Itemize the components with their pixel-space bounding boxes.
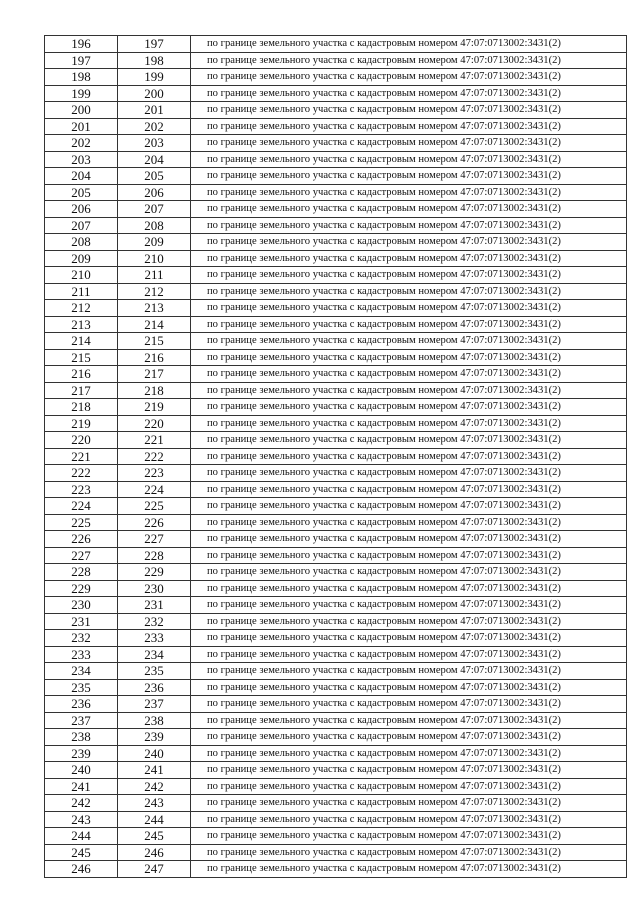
point-to-cell: 245 [118,828,191,845]
table-row [45,118,627,135]
boundary-description-cell: по границе земельного участка с кадастровым номером 47:07:0713002:3431(2) [191,646,627,663]
boundary-description-cell: по границе земельного участка с кадастровым номером 47:07:0713002:3431(2) [191,300,627,317]
boundary-description-cell: по границе земельного участка с кадастровым номером 47:07:0713002:3431(2) [191,745,627,762]
table-row [45,531,627,548]
point-from-cell: 204 [45,168,118,185]
point-from-cell: 245 [45,844,118,861]
table-row [45,630,627,647]
point-to-cell: 228 [118,547,191,564]
point-to-cell: 211 [118,267,191,284]
point-to-cell: 218 [118,382,191,399]
point-to-cell: 223 [118,465,191,482]
table-row [45,300,627,317]
table-row [45,696,627,713]
boundary-description-cell: по границе земельного участка с кадастровым номером 47:07:0713002:3431(2) [191,316,627,333]
point-from-cell: 198 [45,69,118,86]
boundary-description-cell: по границе земельного участка с кадастровым номером 47:07:0713002:3431(2) [191,729,627,746]
table-row [45,283,627,300]
point-to-cell: 208 [118,217,191,234]
boundary-description-cell: по границе земельного участка с кадастровым номером 47:07:0713002:3431(2) [191,151,627,168]
table-row [45,580,627,597]
point-to-cell: 203 [118,135,191,152]
point-to-cell: 235 [118,663,191,680]
table-row [45,234,627,251]
boundary-description-cell: по границе земельного участка с кадастровым номером 47:07:0713002:3431(2) [191,448,627,465]
table-row [45,184,627,201]
point-from-cell: 213 [45,316,118,333]
boundary-description-cell: по границе земельного участка с кадастровым номером 47:07:0713002:3431(2) [191,514,627,531]
point-from-cell: 241 [45,778,118,795]
boundary-description-cell: по границе земельного участка с кадастровым номером 47:07:0713002:3431(2) [191,52,627,69]
table-row [45,102,627,119]
boundary-description-cell: по границе земельного участка с кадастровым номером 47:07:0713002:3431(2) [191,85,627,102]
point-to-cell: 239 [118,729,191,746]
boundary-description-cell: по границе земельного участка с кадастровым номером 47:07:0713002:3431(2) [191,712,627,729]
point-from-cell: 212 [45,300,118,317]
point-from-cell: 222 [45,465,118,482]
point-from-cell: 196 [45,36,118,53]
point-from-cell: 215 [45,349,118,366]
point-to-cell: 210 [118,250,191,267]
table-row [45,481,627,498]
point-to-cell: 226 [118,514,191,531]
point-to-cell: 215 [118,333,191,350]
point-from-cell: 197 [45,52,118,69]
table-row [45,679,627,696]
point-from-cell: 244 [45,828,118,845]
boundary-description-cell: по границе земельного участка с кадастровым номером 47:07:0713002:3431(2) [191,201,627,218]
boundary-description-cell: по границе земельного участка с кадастровым номером 47:07:0713002:3431(2) [191,795,627,812]
boundary-description-cell: по границе земельного участка с кадастровым номером 47:07:0713002:3431(2) [191,267,627,284]
point-to-cell: 238 [118,712,191,729]
point-to-cell: 204 [118,151,191,168]
boundary-description-cell: по границе земельного участка с кадастровым номером 47:07:0713002:3431(2) [191,366,627,383]
point-to-cell: 212 [118,283,191,300]
point-to-cell: 236 [118,679,191,696]
point-from-cell: 207 [45,217,118,234]
boundary-description-cell: по границе земельного участка с кадастровым номером 47:07:0713002:3431(2) [191,679,627,696]
point-from-cell: 243 [45,811,118,828]
point-to-cell: 225 [118,498,191,515]
boundary-description-cell: по границе земельного участка с кадастровым номером 47:07:0713002:3431(2) [191,762,627,779]
point-from-cell: 229 [45,580,118,597]
point-to-cell: 199 [118,69,191,86]
table-row [45,69,627,86]
table-row [45,366,627,383]
point-from-cell: 224 [45,498,118,515]
point-to-cell: 246 [118,844,191,861]
point-to-cell: 229 [118,564,191,581]
boundary-description-cell: по границе земельного участка с кадастровым номером 47:07:0713002:3431(2) [191,283,627,300]
table-row [45,267,627,284]
boundary-description-cell: по границе земельного участка с кадастровым номером 47:07:0713002:3431(2) [191,234,627,251]
table-row [45,52,627,69]
point-to-cell: 233 [118,630,191,647]
table-row [45,795,627,812]
table-row [45,382,627,399]
point-from-cell: 201 [45,118,118,135]
boundary-description-cell: по границе земельного участка с кадастровым номером 47:07:0713002:3431(2) [191,597,627,614]
table-row [45,861,627,878]
table-row [45,135,627,152]
point-to-cell: 202 [118,118,191,135]
boundary-description-cell: по границе земельного участка с кадастровым номером 47:07:0713002:3431(2) [191,861,627,878]
point-to-cell: 227 [118,531,191,548]
boundary-description-cell: по границе земельного участка с кадастровым номером 47:07:0713002:3431(2) [191,184,627,201]
point-from-cell: 206 [45,201,118,218]
table-row [45,36,627,53]
table-row [45,415,627,432]
boundary-description-cell: по границе земельного участка с кадастровым номером 47:07:0713002:3431(2) [191,382,627,399]
point-to-cell: 201 [118,102,191,119]
table-body [45,36,627,878]
table-row [45,250,627,267]
point-to-cell: 197 [118,36,191,53]
point-from-cell: 217 [45,382,118,399]
point-to-cell: 244 [118,811,191,828]
point-from-cell: 232 [45,630,118,647]
table-row [45,514,627,531]
point-from-cell: 214 [45,333,118,350]
table-row [45,498,627,515]
point-to-cell: 205 [118,168,191,185]
boundary-description-cell: по границе земельного участка с кадастровым номером 47:07:0713002:3431(2) [191,531,627,548]
point-to-cell: 219 [118,399,191,416]
point-from-cell: 210 [45,267,118,284]
boundary-description-cell: по границе земельного участка с кадастровым номером 47:07:0713002:3431(2) [191,580,627,597]
point-from-cell: 236 [45,696,118,713]
boundary-description-cell: по границе земельного участка с кадастровым номером 47:07:0713002:3431(2) [191,69,627,86]
point-to-cell: 232 [118,613,191,630]
table-row [45,745,627,762]
boundary-description-cell: по границе земельного участка с кадастровым номером 47:07:0713002:3431(2) [191,217,627,234]
boundary-table [44,35,627,878]
point-from-cell: 238 [45,729,118,746]
point-to-cell: 234 [118,646,191,663]
table-row [45,217,627,234]
table-row [45,564,627,581]
point-from-cell: 239 [45,745,118,762]
point-to-cell: 214 [118,316,191,333]
point-from-cell: 234 [45,663,118,680]
point-from-cell: 202 [45,135,118,152]
table-row [45,85,627,102]
table-row [45,729,627,746]
point-from-cell: 205 [45,184,118,201]
point-from-cell: 235 [45,679,118,696]
boundary-description-cell: по границе земельного участка с кадастровым номером 47:07:0713002:3431(2) [191,135,627,152]
table-row [45,597,627,614]
boundary-description-cell: по границе земельного участка с кадастровым номером 47:07:0713002:3431(2) [191,250,627,267]
boundary-description-cell: по границе земельного участка с кадастровым номером 47:07:0713002:3431(2) [191,498,627,515]
point-from-cell: 199 [45,85,118,102]
table-row [45,465,627,482]
point-to-cell: 224 [118,481,191,498]
boundary-description-cell: по границе земельного участка с кадастровым номером 47:07:0713002:3431(2) [191,547,627,564]
point-to-cell: 213 [118,300,191,317]
point-from-cell: 223 [45,481,118,498]
point-to-cell: 216 [118,349,191,366]
point-to-cell: 237 [118,696,191,713]
point-from-cell: 216 [45,366,118,383]
point-from-cell: 218 [45,399,118,416]
point-from-cell: 200 [45,102,118,119]
point-to-cell: 207 [118,201,191,218]
boundary-description-cell: по границе земельного участка с кадастровым номером 47:07:0713002:3431(2) [191,349,627,366]
boundary-description-cell: по границе земельного участка с кадастровым номером 47:07:0713002:3431(2) [191,399,627,416]
table-row [45,613,627,630]
boundary-description-cell: по границе земельного участка с кадастровым номером 47:07:0713002:3431(2) [191,36,627,53]
boundary-description-cell: по границе земельного участка с кадастровым номером 47:07:0713002:3431(2) [191,481,627,498]
point-from-cell: 219 [45,415,118,432]
table-row [45,762,627,779]
boundary-description-cell: по границе земельного участка с кадастровым номером 47:07:0713002:3431(2) [191,465,627,482]
point-to-cell: 221 [118,432,191,449]
table-row [45,151,627,168]
point-from-cell: 226 [45,531,118,548]
point-from-cell: 240 [45,762,118,779]
point-to-cell: 206 [118,184,191,201]
table-row [45,828,627,845]
table-row [45,316,627,333]
boundary-description-cell: по границе земельного участка с кадастровым номером 47:07:0713002:3431(2) [191,118,627,135]
point-to-cell: 198 [118,52,191,69]
point-to-cell: 243 [118,795,191,812]
table-row [45,547,627,564]
point-from-cell: 230 [45,597,118,614]
point-from-cell: 220 [45,432,118,449]
point-to-cell: 242 [118,778,191,795]
point-to-cell: 209 [118,234,191,251]
point-from-cell: 242 [45,795,118,812]
point-to-cell: 222 [118,448,191,465]
point-to-cell: 241 [118,762,191,779]
boundary-description-cell: по границе земельного участка с кадастровым номером 47:07:0713002:3431(2) [191,432,627,449]
boundary-description-cell: по границе земельного участка с кадастровым номером 47:07:0713002:3431(2) [191,333,627,350]
table-row [45,712,627,729]
table-row [45,811,627,828]
point-to-cell: 240 [118,745,191,762]
point-from-cell: 203 [45,151,118,168]
boundary-description-cell: по границе земельного участка с кадастровым номером 47:07:0713002:3431(2) [191,630,627,647]
point-to-cell: 230 [118,580,191,597]
table-row [45,201,627,218]
table-row [45,168,627,185]
boundary-description-cell: по границе земельного участка с кадастровым номером 47:07:0713002:3431(2) [191,168,627,185]
point-from-cell: 237 [45,712,118,729]
boundary-description-cell: по границе земельного участка с кадастровым номером 47:07:0713002:3431(2) [191,844,627,861]
point-from-cell: 233 [45,646,118,663]
table-row [45,646,627,663]
boundary-description-cell: по границе земельного участка с кадастровым номером 47:07:0713002:3431(2) [191,102,627,119]
point-from-cell: 211 [45,283,118,300]
table-row [45,663,627,680]
point-from-cell: 221 [45,448,118,465]
boundary-description-cell: по границе земельного участка с кадастровым номером 47:07:0713002:3431(2) [191,778,627,795]
point-to-cell: 247 [118,861,191,878]
boundary-description-cell: по границе земельного участка с кадастровым номером 47:07:0713002:3431(2) [191,828,627,845]
point-to-cell: 217 [118,366,191,383]
point-from-cell: 231 [45,613,118,630]
point-from-cell: 246 [45,861,118,878]
boundary-description-cell: по границе земельного участка с кадастровым номером 47:07:0713002:3431(2) [191,663,627,680]
boundary-description-cell: по границе земельного участка с кадастровым номером 47:07:0713002:3431(2) [191,415,627,432]
point-from-cell: 227 [45,547,118,564]
point-from-cell: 208 [45,234,118,251]
point-from-cell: 209 [45,250,118,267]
point-from-cell: 228 [45,564,118,581]
point-from-cell: 225 [45,514,118,531]
boundary-description-cell: по границе земельного участка с кадастровым номером 47:07:0713002:3431(2) [191,613,627,630]
table-row [45,399,627,416]
table-row [45,349,627,366]
boundary-description-cell: по границе земельного участка с кадастровым номером 47:07:0713002:3431(2) [191,696,627,713]
table-row [45,448,627,465]
table-row [45,778,627,795]
boundary-description-cell: по границе земельного участка с кадастровым номером 47:07:0713002:3431(2) [191,564,627,581]
table-row [45,432,627,449]
table-row [45,844,627,861]
point-to-cell: 220 [118,415,191,432]
point-to-cell: 200 [118,85,191,102]
table-row [45,333,627,350]
point-to-cell: 231 [118,597,191,614]
boundary-description-cell: по границе земельного участка с кадастровым номером 47:07:0713002:3431(2) [191,811,627,828]
